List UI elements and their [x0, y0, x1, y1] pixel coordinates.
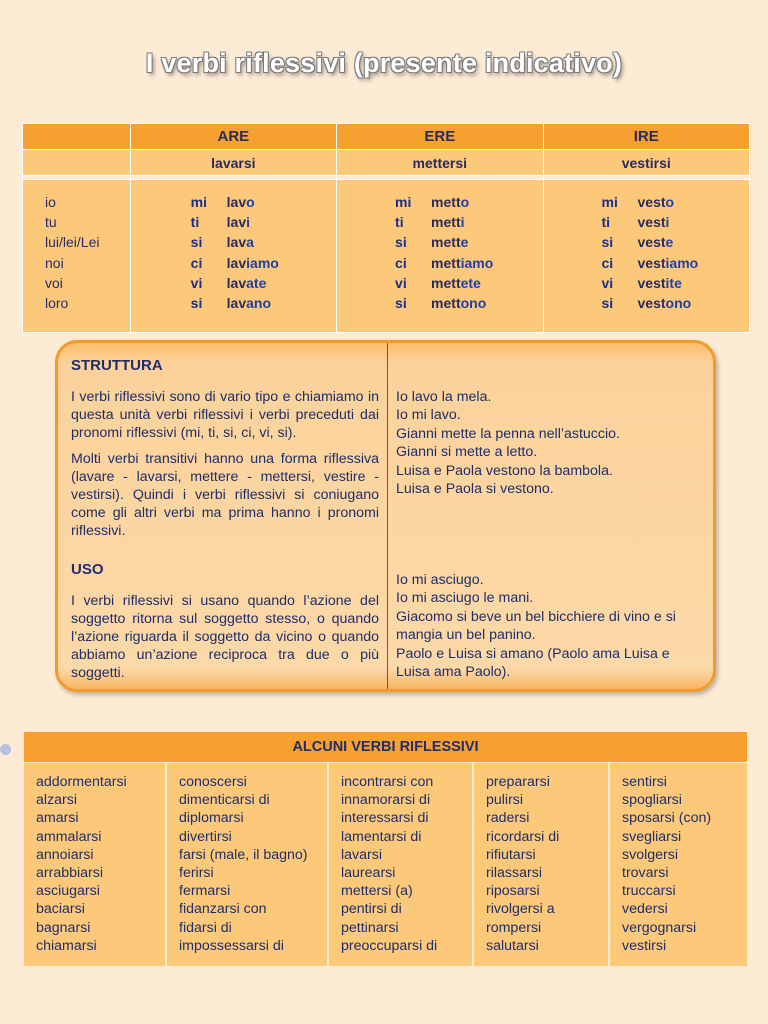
reflexive-pronoun: ti	[601, 214, 611, 231]
example-sentence: mangia un bel panino.	[396, 627, 536, 644]
verb-list-item: fermarsi	[179, 883, 231, 900]
verb-ending: ate	[246, 274, 267, 291]
verb-ending: i	[665, 214, 670, 231]
verb-list-item: ferirsi	[179, 865, 214, 882]
verb-form	[227, 293, 271, 313]
verb-list-item: svolgersi	[622, 846, 678, 863]
verb-form	[638, 192, 675, 212]
verb-list-item: rompersi	[486, 919, 542, 936]
conjugation-row	[337, 273, 542, 293]
verb-list-item: farsi (male, il bagno)	[179, 846, 308, 863]
conjugation-column	[543, 180, 749, 333]
verb-list-item: prepararsi	[486, 774, 550, 790]
verb-list-item: bagnarsi	[36, 919, 91, 936]
verb-list-item: innamorarsi di	[341, 792, 431, 809]
conjugation-row	[337, 212, 542, 232]
corner-cell	[23, 150, 131, 176]
column-divider	[387, 343, 388, 689]
verb-list-item: trovarsi	[622, 865, 669, 882]
conjugation-row	[544, 212, 749, 232]
explanation-box	[55, 340, 716, 692]
conjugation-row	[337, 192, 542, 212]
example-sentence: Luisa e Paola vestono la bambola.	[396, 462, 613, 479]
verb-form	[638, 253, 699, 273]
verb-stem: lav	[226, 234, 247, 251]
verb-stem: mett	[431, 295, 461, 312]
example-sentence: Giacomo si beve un bel bicchiere di vino e si	[396, 608, 676, 625]
verb-list-item: fidarsi di	[179, 919, 232, 936]
verb-list-item: mettersi (a)	[341, 883, 413, 900]
verb-list-item: lamentarsi di	[341, 828, 422, 845]
examples-structure	[396, 388, 620, 498]
verb-stem: mett	[431, 234, 461, 251]
verb-list-item: pettinarsi	[341, 919, 399, 936]
conjugation-column	[130, 180, 336, 333]
verb-list-item: arrabbiarsi	[36, 865, 104, 882]
verb-list-item: rivolgersi a	[486, 901, 555, 918]
verb-list-item: pentirsi di	[341, 901, 402, 918]
verb-list	[24, 763, 747, 966]
verb-ending: i	[460, 214, 465, 231]
subject-pronoun: tu	[45, 214, 57, 231]
reflexive-pronoun: si	[190, 295, 203, 312]
verb-list-item: vergognarsi	[622, 919, 697, 936]
verb-stem: vest	[637, 194, 666, 210]
verb-list-item: sentirsi	[622, 774, 667, 790]
verb-form	[227, 192, 255, 212]
conjugation-row	[544, 273, 749, 293]
verb-list-item: sposarsi (con)	[622, 810, 712, 827]
conjugation-row	[131, 273, 336, 293]
verb-list-item: baciarsi	[36, 901, 85, 918]
reflexive-pronoun: mi	[601, 194, 618, 210]
conjugation-row	[544, 253, 749, 273]
verb-list-item: pulirsi	[486, 792, 524, 809]
conjugation-row	[131, 212, 336, 232]
verb-list-item: riposarsi	[486, 883, 540, 900]
verb-ending: ano	[246, 295, 272, 312]
verb-form	[227, 232, 254, 252]
verb-ending: ono	[665, 295, 692, 312]
verb-ending: iamo	[665, 254, 699, 271]
verb-list-item: addormentarsi	[36, 774, 127, 790]
uso-heading: USO	[71, 561, 104, 578]
verb-form	[431, 273, 481, 293]
verb-ending: e	[460, 234, 469, 251]
verb-stem: mett	[431, 214, 461, 231]
verb-form	[638, 293, 692, 313]
reflexive-pronoun: ci	[190, 254, 203, 271]
conjugation-row	[131, 192, 336, 212]
verb-stem: vest	[637, 254, 666, 271]
verb-list-item: fidanzarsi con	[179, 901, 267, 918]
bullet-dot	[0, 744, 11, 755]
verb-ending: ite	[665, 274, 682, 291]
verb-list-item: truccarsi	[622, 883, 676, 900]
example-sentence: Io mi lavo.	[396, 407, 461, 424]
corner-cell	[23, 124, 131, 150]
verb-stem: lav	[226, 194, 247, 210]
conjugation-row	[544, 192, 749, 212]
verb-stem: vest	[637, 234, 666, 251]
reflexive-pronoun: si	[395, 295, 407, 312]
verb-ending: ete	[460, 274, 481, 291]
verb-list-item: conoscersi	[179, 774, 247, 790]
verb-form	[638, 232, 674, 252]
verb-ending: i	[246, 214, 251, 231]
reflexive-pronoun: ci	[601, 254, 614, 271]
uso-paragraph: I verbi riflessivi si usano quando l’azione del soggetto ritorna sul soggetto stesso, o quando l’azione riguarda il soggetto da vicino o quando abbiamo un’azione reciproca tra due o più soggetti.	[71, 593, 379, 682]
verb-stem: vest	[637, 295, 666, 312]
verb-list-item: diplomarsi	[179, 810, 244, 827]
verb-list-item: rilassarsi	[486, 865, 542, 882]
verb-form	[431, 293, 486, 313]
reflexive-pronoun: ci	[395, 254, 407, 271]
struttura-paragraph-2: Molti verbi transitivi hanno una forma riflessiva (lavare - lavarsi, mettere - mettersi, vestire - vestirsi). Quindi i verbi riflessivi si coniugano come gli altri verbi ma prima hanno i pronomi riflessivi.	[71, 451, 379, 540]
verb-stem: lav	[226, 295, 247, 312]
verb-list-item: svegliarsi	[622, 828, 682, 845]
group-header: ARE	[130, 124, 336, 150]
verb-form	[431, 212, 464, 232]
verb-stem: mett	[431, 194, 461, 210]
page-title: I verbi riflessivi (presente indicativo)	[145, 48, 623, 78]
conjugation-column	[337, 180, 543, 333]
reflexive-pronoun: si	[190, 234, 203, 251]
verb-form	[227, 273, 267, 293]
verb-ending: iamo	[246, 254, 279, 271]
pronoun-column	[23, 180, 131, 333]
example-sentence: Gianni si mette a letto.	[396, 444, 538, 461]
verb-form	[431, 192, 469, 212]
verb-ending: o	[460, 194, 470, 210]
reflexive-pronoun: vi	[190, 274, 203, 291]
conjugation-row	[544, 232, 749, 252]
example-sentence: Luisa e Paola si vestono.	[396, 481, 554, 498]
verb-list-item: rifiutarsi	[486, 846, 536, 863]
verb-form	[638, 273, 682, 293]
group-header: ERE	[337, 124, 543, 150]
verb-list-item: chiamarsi	[36, 937, 97, 954]
struttura-paragraph-1: I verbi riflessivi sono di vario tipo e chiamiamo in questa unità verbi riflessivi i verbi preceduti dai pronomi riflessivi (mi, ti, si, ci, vi, si).	[71, 389, 379, 442]
verb-form	[638, 212, 670, 232]
verb-list-item: divertirsi	[179, 828, 232, 845]
example-sentence: Io lavo la mela.	[396, 389, 492, 405]
verb-list-item: preoccuparsi di	[341, 937, 438, 954]
reflexive-pronoun: ti	[395, 214, 404, 231]
example-sentence: Paolo e Luisa si amano (Paolo ama Luisa e	[396, 645, 670, 662]
reflexive-pronoun: ti	[190, 214, 200, 231]
verb-ending: e	[665, 234, 674, 251]
reflexive-pronoun: mi	[395, 194, 412, 210]
verb-list-item: interessarsi di	[341, 810, 429, 827]
verb-ending: o	[665, 194, 675, 210]
verb-list-item: impossessarsi di	[179, 937, 284, 954]
conjugation-row	[337, 232, 542, 252]
examples-use	[396, 571, 676, 681]
reflexive-pronoun: si	[601, 234, 614, 251]
verb-list-column	[610, 763, 747, 966]
example-sentence: Gianni mette la penna nell’astuccio.	[396, 425, 620, 442]
reflexive-pronoun: si	[395, 234, 407, 251]
verb-list-item: salutarsi	[486, 937, 539, 954]
verb-list-item: spogliarsi	[622, 792, 682, 809]
example-sentence: Io mi asciugo.	[396, 572, 484, 588]
verb-form	[431, 232, 468, 252]
verb-header: mettersi	[337, 150, 543, 176]
subject-pronoun: lui/lei/Lei	[45, 234, 100, 251]
verb-list-item: annoiarsi	[36, 846, 94, 863]
reflexive-pronoun: mi	[190, 194, 208, 210]
verb-ending: a	[246, 234, 254, 251]
verb-stem: lav	[226, 254, 247, 271]
conjugation-table	[22, 123, 750, 333]
verb-stem: mett	[431, 254, 461, 271]
verb-list-item: vedersi	[622, 901, 668, 918]
verb-form	[227, 253, 279, 273]
conjugation-row	[337, 293, 542, 313]
group-header: IRE	[543, 124, 749, 150]
verb-list-item: amarsi	[36, 810, 79, 827]
reflexive-pronoun: vi	[395, 274, 407, 291]
struttura-heading: STRUTTURA	[71, 357, 163, 374]
verb-list-item: laurearsi	[341, 865, 396, 882]
verb-list-item: incontrarsi con	[341, 774, 434, 790]
conjugation-row	[131, 293, 336, 313]
subject-pronoun: noi	[45, 254, 64, 271]
reflexive-pronoun: vi	[601, 274, 614, 291]
verb-list-column	[24, 763, 165, 966]
verb-form	[227, 212, 250, 232]
verb-header: lavarsi	[130, 150, 336, 176]
verb-list-item: dimenticarsi di	[179, 792, 270, 809]
verb-stem: lav	[226, 214, 247, 231]
verb-header: vestirsi	[543, 150, 749, 176]
verb-ending: o	[246, 194, 255, 210]
conjugation-row	[131, 253, 336, 273]
verb-stem: vest	[637, 214, 666, 231]
verb-list-item: vestirsi	[622, 937, 667, 954]
verb-list-column	[329, 763, 472, 966]
subject-pronoun: voi	[45, 274, 63, 291]
verb-list-column	[167, 763, 327, 966]
example-sentence: Luisa ama Paolo).	[396, 664, 511, 681]
subject-pronoun: io	[45, 194, 56, 210]
verb-stem: vest	[637, 274, 666, 291]
example-sentence: Io mi asciugo le mani.	[396, 590, 534, 607]
verb-form	[431, 253, 493, 273]
verb-list-item: asciugarsi	[36, 883, 100, 900]
verb-stem: lav	[226, 274, 247, 291]
conjugation-row	[131, 232, 336, 252]
verb-list-column	[474, 763, 608, 966]
conjugation-row	[544, 293, 749, 313]
subject-pronoun: loro	[45, 295, 69, 312]
verb-ending: iamo	[460, 254, 494, 271]
verb-list-heading: ALCUNI VERBI RIFLESSIVI	[24, 732, 747, 762]
reflexive-pronoun: si	[601, 295, 614, 312]
verb-stem: mett	[431, 274, 461, 291]
verb-list-item: alzarsi	[36, 792, 77, 809]
verb-list-item: ricordarsi di	[486, 828, 560, 845]
verb-list-item: ammalarsi	[36, 828, 102, 845]
verb-ending: ono	[460, 295, 487, 312]
verb-list-item: radersi	[486, 810, 530, 827]
conjugation-row	[337, 253, 542, 273]
verb-list-item: lavarsi	[341, 846, 382, 863]
